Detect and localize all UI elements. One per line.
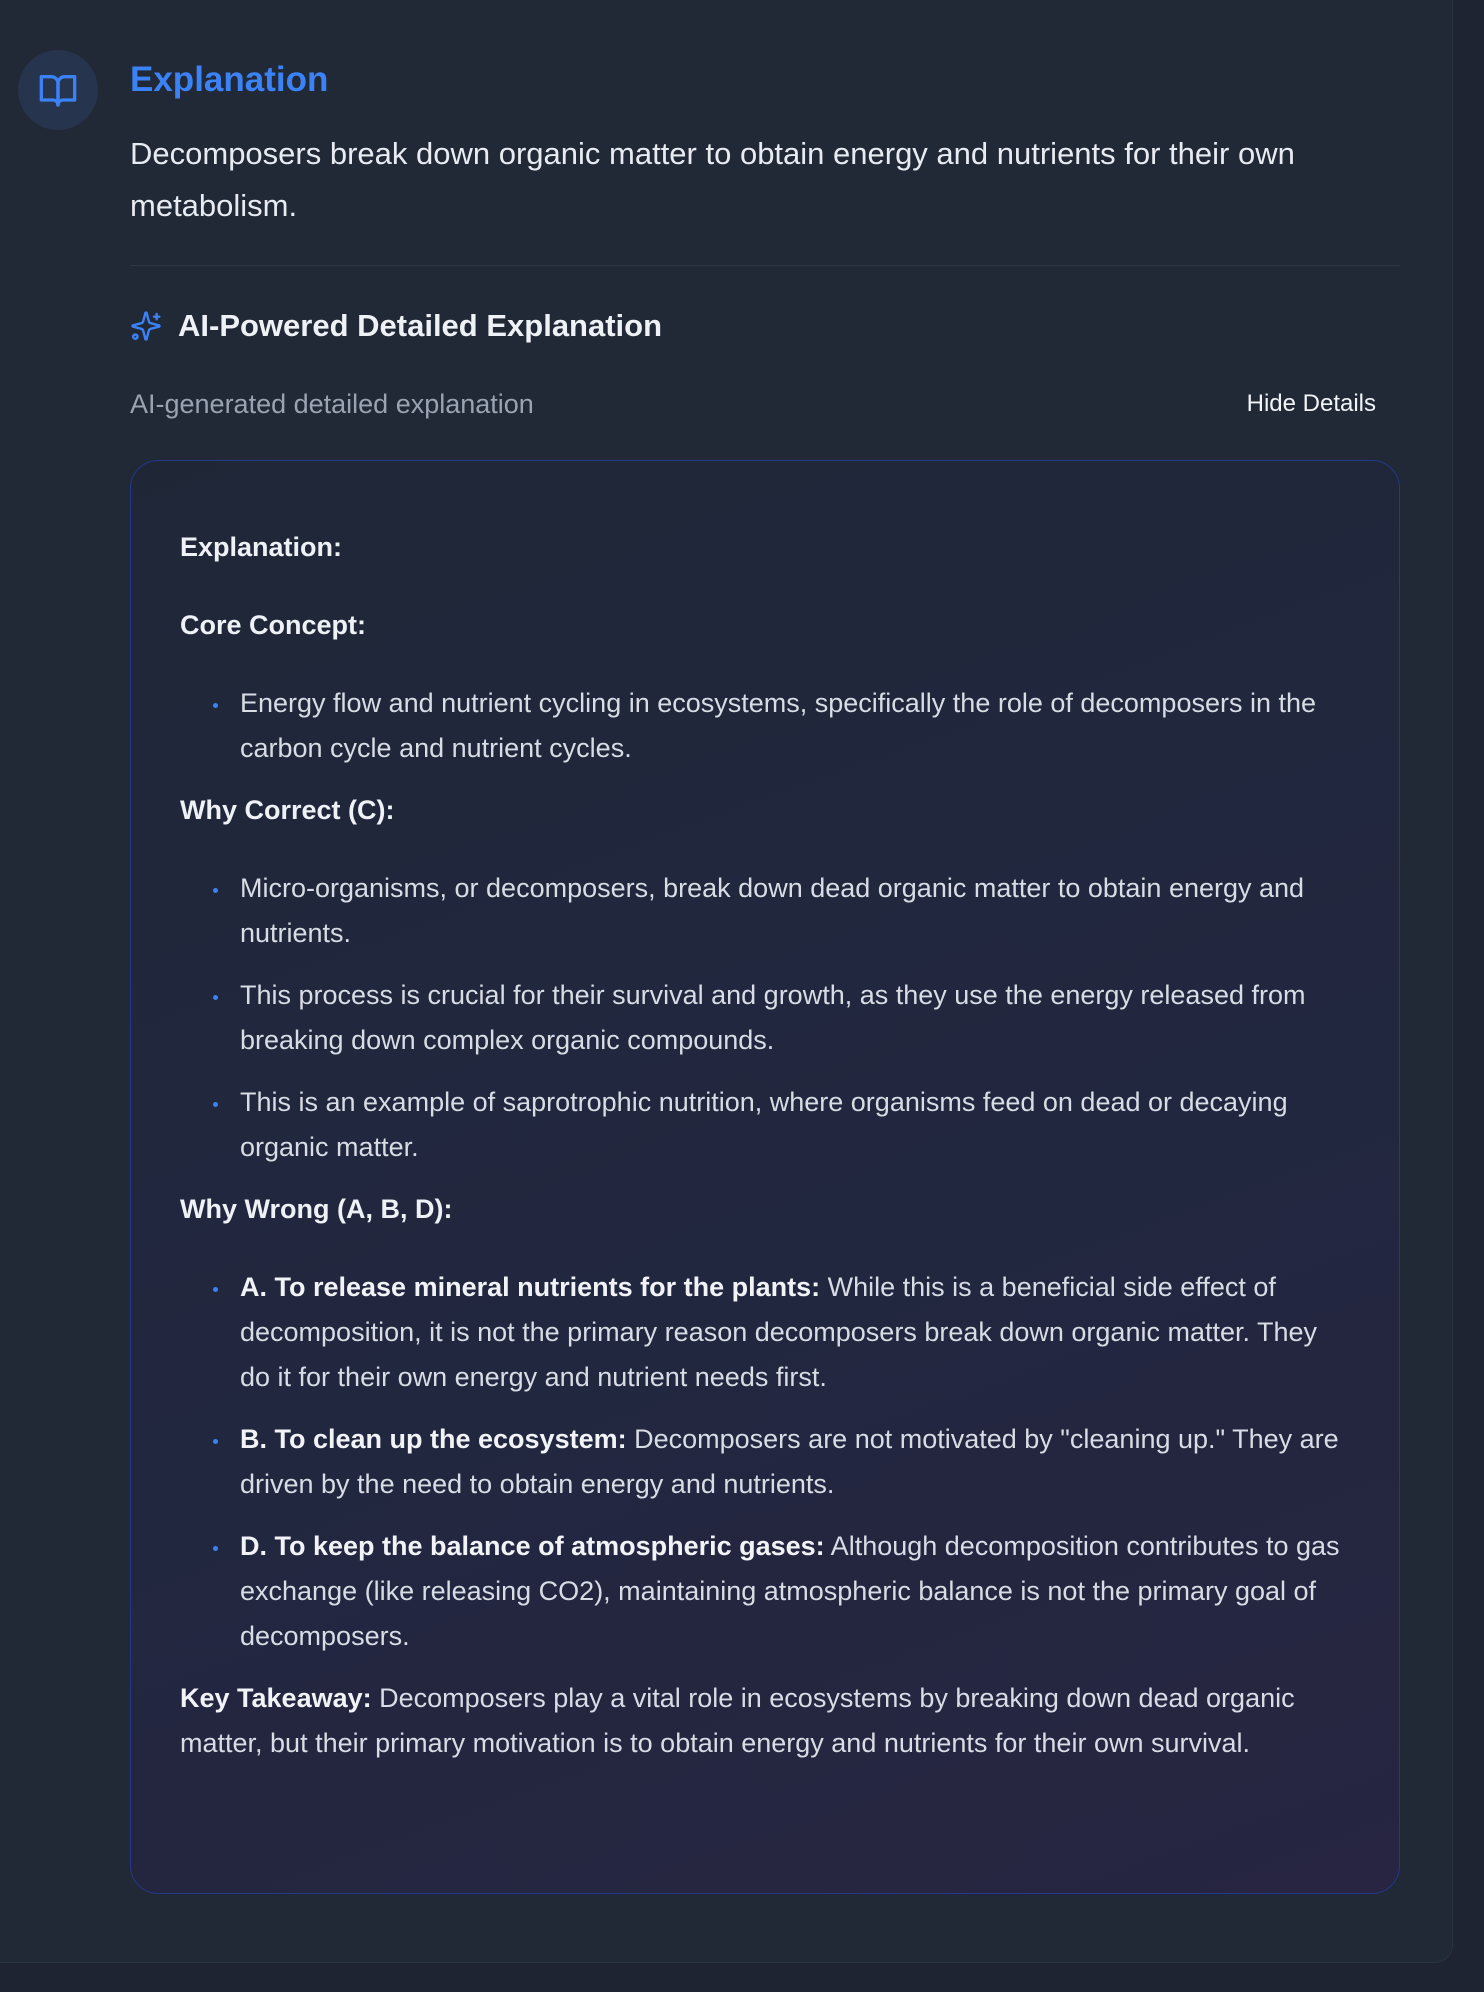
key-takeaway-text: Decomposers play a vital role in ecosystems by breaking down dead organic matter, but their primary motivation is to obtain energy and nutrients for their own survival. [180, 1683, 1295, 1758]
sparkles-icon [130, 310, 162, 342]
option-label: D. To keep the balance of atmospheric gases: [240, 1531, 825, 1561]
list-item [180, 973, 1351, 1063]
bullet-icon [213, 888, 218, 893]
list-item [180, 1524, 1351, 1659]
list-item [180, 681, 1351, 771]
why-wrong-list [180, 1265, 1351, 1659]
bullet-icon [213, 703, 218, 708]
bullet-icon [213, 1287, 218, 1292]
detailed-explanation-panel [130, 460, 1400, 1894]
list-item [180, 1265, 1351, 1400]
ai-section-subtitle: AI-generated detailed explanation [130, 388, 534, 419]
option-reason: Decomposers are not motivated by "cleaning up." They are driven by the need to obtain energy and nutrients. [240, 1424, 1339, 1499]
book-icon-badge [18, 50, 98, 130]
key-takeaway [180, 1676, 1351, 1766]
bullet-icon [213, 1439, 218, 1444]
why-correct-list [180, 866, 1351, 1170]
option-reason: Although decomposition contributes to gas exchange (like releasing CO2), maintaining atmospheric balance is not the primary goal of decomposers. [240, 1531, 1340, 1651]
core-concept-heading: Core Concept: [180, 610, 367, 640]
why-correct-heading: Why Correct (C): [180, 795, 395, 825]
page-title: Explanation [130, 60, 329, 99]
list-item [180, 1080, 1351, 1170]
list-item [180, 866, 1351, 956]
core-concept-list [180, 681, 1351, 771]
details-heading: Explanation: [180, 532, 343, 562]
option-label: B. To clean up the ecosystem: [240, 1424, 627, 1454]
book-open-icon [38, 70, 78, 110]
bullet-icon [213, 1546, 218, 1551]
key-takeaway-label: Key Takeaway: [180, 1683, 372, 1713]
option-label: A. To release mineral nutrients for the plants: [240, 1272, 821, 1302]
bullet-icon [213, 1102, 218, 1107]
explanation-summary: Decomposers break down organic matter to obtain energy and nutrients for their own metabolism. [130, 136, 1295, 223]
bullet-icon [213, 995, 218, 1000]
list-item [180, 1417, 1351, 1507]
ai-section-heading [130, 306, 1400, 346]
divider [130, 265, 1400, 266]
list-item-text: This process is crucial for their survival and growth, as they use the energy released from breaking down complex organic compounds. [240, 980, 1306, 1055]
list-item-text: Micro-organisms, or decomposers, break down dead organic matter to obtain energy and nutrients. [240, 873, 1305, 948]
option-reason: While this is a beneficial side effect of decomposition, it is not the primary reason decomposers break down organic matter. They do it for their own energy and nutrient needs first. [240, 1272, 1318, 1392]
explanation-content [130, 58, 1400, 1894]
why-wrong-heading: Why Wrong (A, B, D): [180, 1194, 453, 1224]
hide-details-button[interactable]: Hide Details [1223, 384, 1400, 424]
list-item-text: This is an example of saprotrophic nutrition, where organisms feed on dead or decaying organic matter. [240, 1087, 1288, 1162]
ai-section-title: AI-Powered Detailed Explanation [178, 308, 663, 343]
ai-subheader-row [130, 384, 1400, 424]
list-item-text: Energy flow and nutrient cycling in ecosystems, specifically the role of decomposers in the carbon cycle and nutrient cycles. [240, 688, 1317, 763]
